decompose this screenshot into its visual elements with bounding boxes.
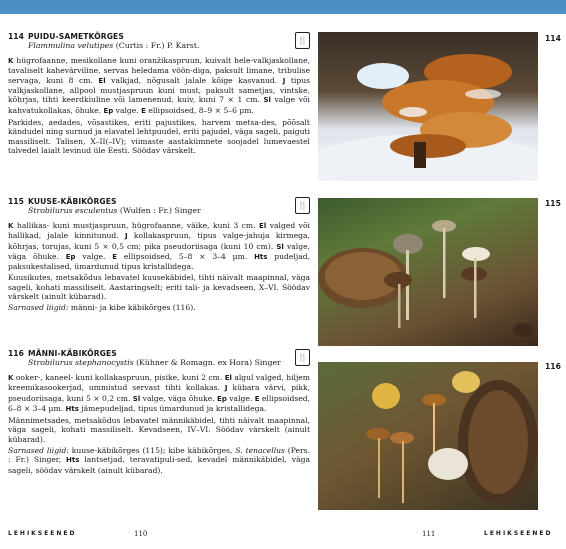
photo-pine-cone-cap	[318, 362, 538, 510]
entry-115	[8, 197, 310, 314]
running-footer-left: LEHIKSEENED	[8, 530, 77, 537]
latin-name: Flammulina velutipes (Curtis : Fr.) P. Karst.	[28, 41, 200, 50]
page-number-left: 110	[134, 530, 148, 538]
entry-number: 116	[8, 349, 24, 358]
entry-116	[8, 349, 310, 477]
species-name: KUUSE-KÄBIKÕRGES	[28, 197, 117, 206]
photo-spruce-cone-cap	[318, 198, 538, 346]
description	[8, 56, 310, 156]
entry-number: 115	[8, 197, 24, 206]
latin-name: Strobilurus esculentus (Wulfen : Fr.) Singer	[28, 206, 201, 215]
paragraph: K hügrofaanne, mesikollane kuni oranžikaspruun, kuivalt hele-valkjaskollane, tavaliselt kahevärviline, servas heledama vöön-diga, paksult limane, tribulise servaga, kuni 8 cm. El valkjad, nõgusalt jalale kõige kasvanud. J tipus valkjaskollane, allpool mustjaspruun kuni must, paksult sametjas, vintske, kõhrjas, tihti keerdkiuline või lamenenud, kuiv, kuni 7 × 1 cm. Sl valge või kahvatukollakas, õhuke. Ep valge. E ellipsoidsed, 8–9 × 5–6 µm.	[8, 55, 311, 115]
paragraph: Parkides, aedades, võsastikes, eriti pajustikes, harvem metsa-des, põõsalt kändudel ning surnud ja elavatel lehtpuudel, eriti pajudel, väga sageli, paiguti massiliselt. Talisen, X–II(–IV); viimaste aastakümnete soojadel lumevaestel talvedel laialt levinud üle Eesti. Söödav värskelt.	[8, 117, 310, 156]
paragraph: Sarnased liigid: männi- ja kibe käbikõrges (116).	[8, 303, 196, 313]
page-number-right: 111	[422, 530, 436, 538]
paragraph: K hallikas- kuni mustjaspruun, hügrofaanne, väike, kuni 3 cm. El valged või hallikad, jalale kinnitunud. J kollakaspruun, tipus valge-jahuja kirmega, kõhrjas, torujas, kuni 5 × 0,5 cm; pika pseudoriisaga (kuni 10 cm). Sl valge, väga õhuke. Ep valge. E ellipsoidsed, 5–8 × 3–4 µm. Hts pudeljad, paksukestalised, ümardunud tipus kristallidega.	[8, 220, 310, 272]
fork-knife-icon: 🍴	[295, 32, 310, 49]
fork-knife-icon: 🍴	[295, 349, 310, 366]
running-footer-right: LEHIKSEENED	[484, 530, 553, 537]
paragraph: Sarnased liigid: kuuse-käbikõrges (115); kibe käbikõrges, S. tenacellus (Pers. : Fr.) Singer, Hts lantsetjad, teravatipuli-sed, kevadel männikäbidel, väga sageli, söödav värskelt (ainult kübarad).	[8, 445, 310, 475]
photo-number: 115	[545, 199, 561, 208]
latin-name: Strobilurus stephanocystis (Kühner & Romagn. ex Hora) Singer	[28, 358, 281, 367]
species-name: PUIDU-SAMETKÕRGES	[28, 32, 124, 41]
description	[8, 373, 310, 476]
top-color-bar	[0, 0, 566, 14]
entry-114	[8, 32, 310, 157]
paragraph: Männimetsades, metsakõdus lebavatel männikäbidel, tihti näivalt maapinnal, väga sageli, kohati massiliselt. Kevadseen, IV–VI. Söödav värskelt (ainult kübarad).	[8, 415, 310, 444]
photo-velvet-shank-mushrooms	[318, 32, 538, 181]
fork-knife-icon: 🍴	[295, 197, 310, 214]
species-name: MÄNNI-KÄBIKÕRGES	[28, 349, 117, 358]
entry-number: 114	[8, 32, 24, 41]
paragraph: Kuusikutes, metsakõdus lebavatel kuusekäbidel, tihti näivalt maapinnal, väga sageli, kohati massiliselt. Aastaringselt; eriti tali- ja kevadseen, X–VI. Söödav värskelt (ainult kübarad).	[8, 273, 310, 302]
description	[8, 221, 310, 313]
photo-number: 116	[545, 362, 561, 371]
photo-number: 114	[545, 34, 561, 43]
paragraph: K ooker-, kaneel- kuni kollakaspruun, pisike, kuni 2 cm. El algul valged, hiljem kreemikasookerjad, ummistud servast tihti kollakas. J kübara värvi, pikk, pseudoriisaga, kuni 5 × 0,2 cm. Sl valge, väga õhuke. Ep valge. E ellipsoidsed, 6–8 × 3–4 µm. Hts jämepudeljad, tipus ümardunud ja kristallidega.	[8, 372, 311, 413]
